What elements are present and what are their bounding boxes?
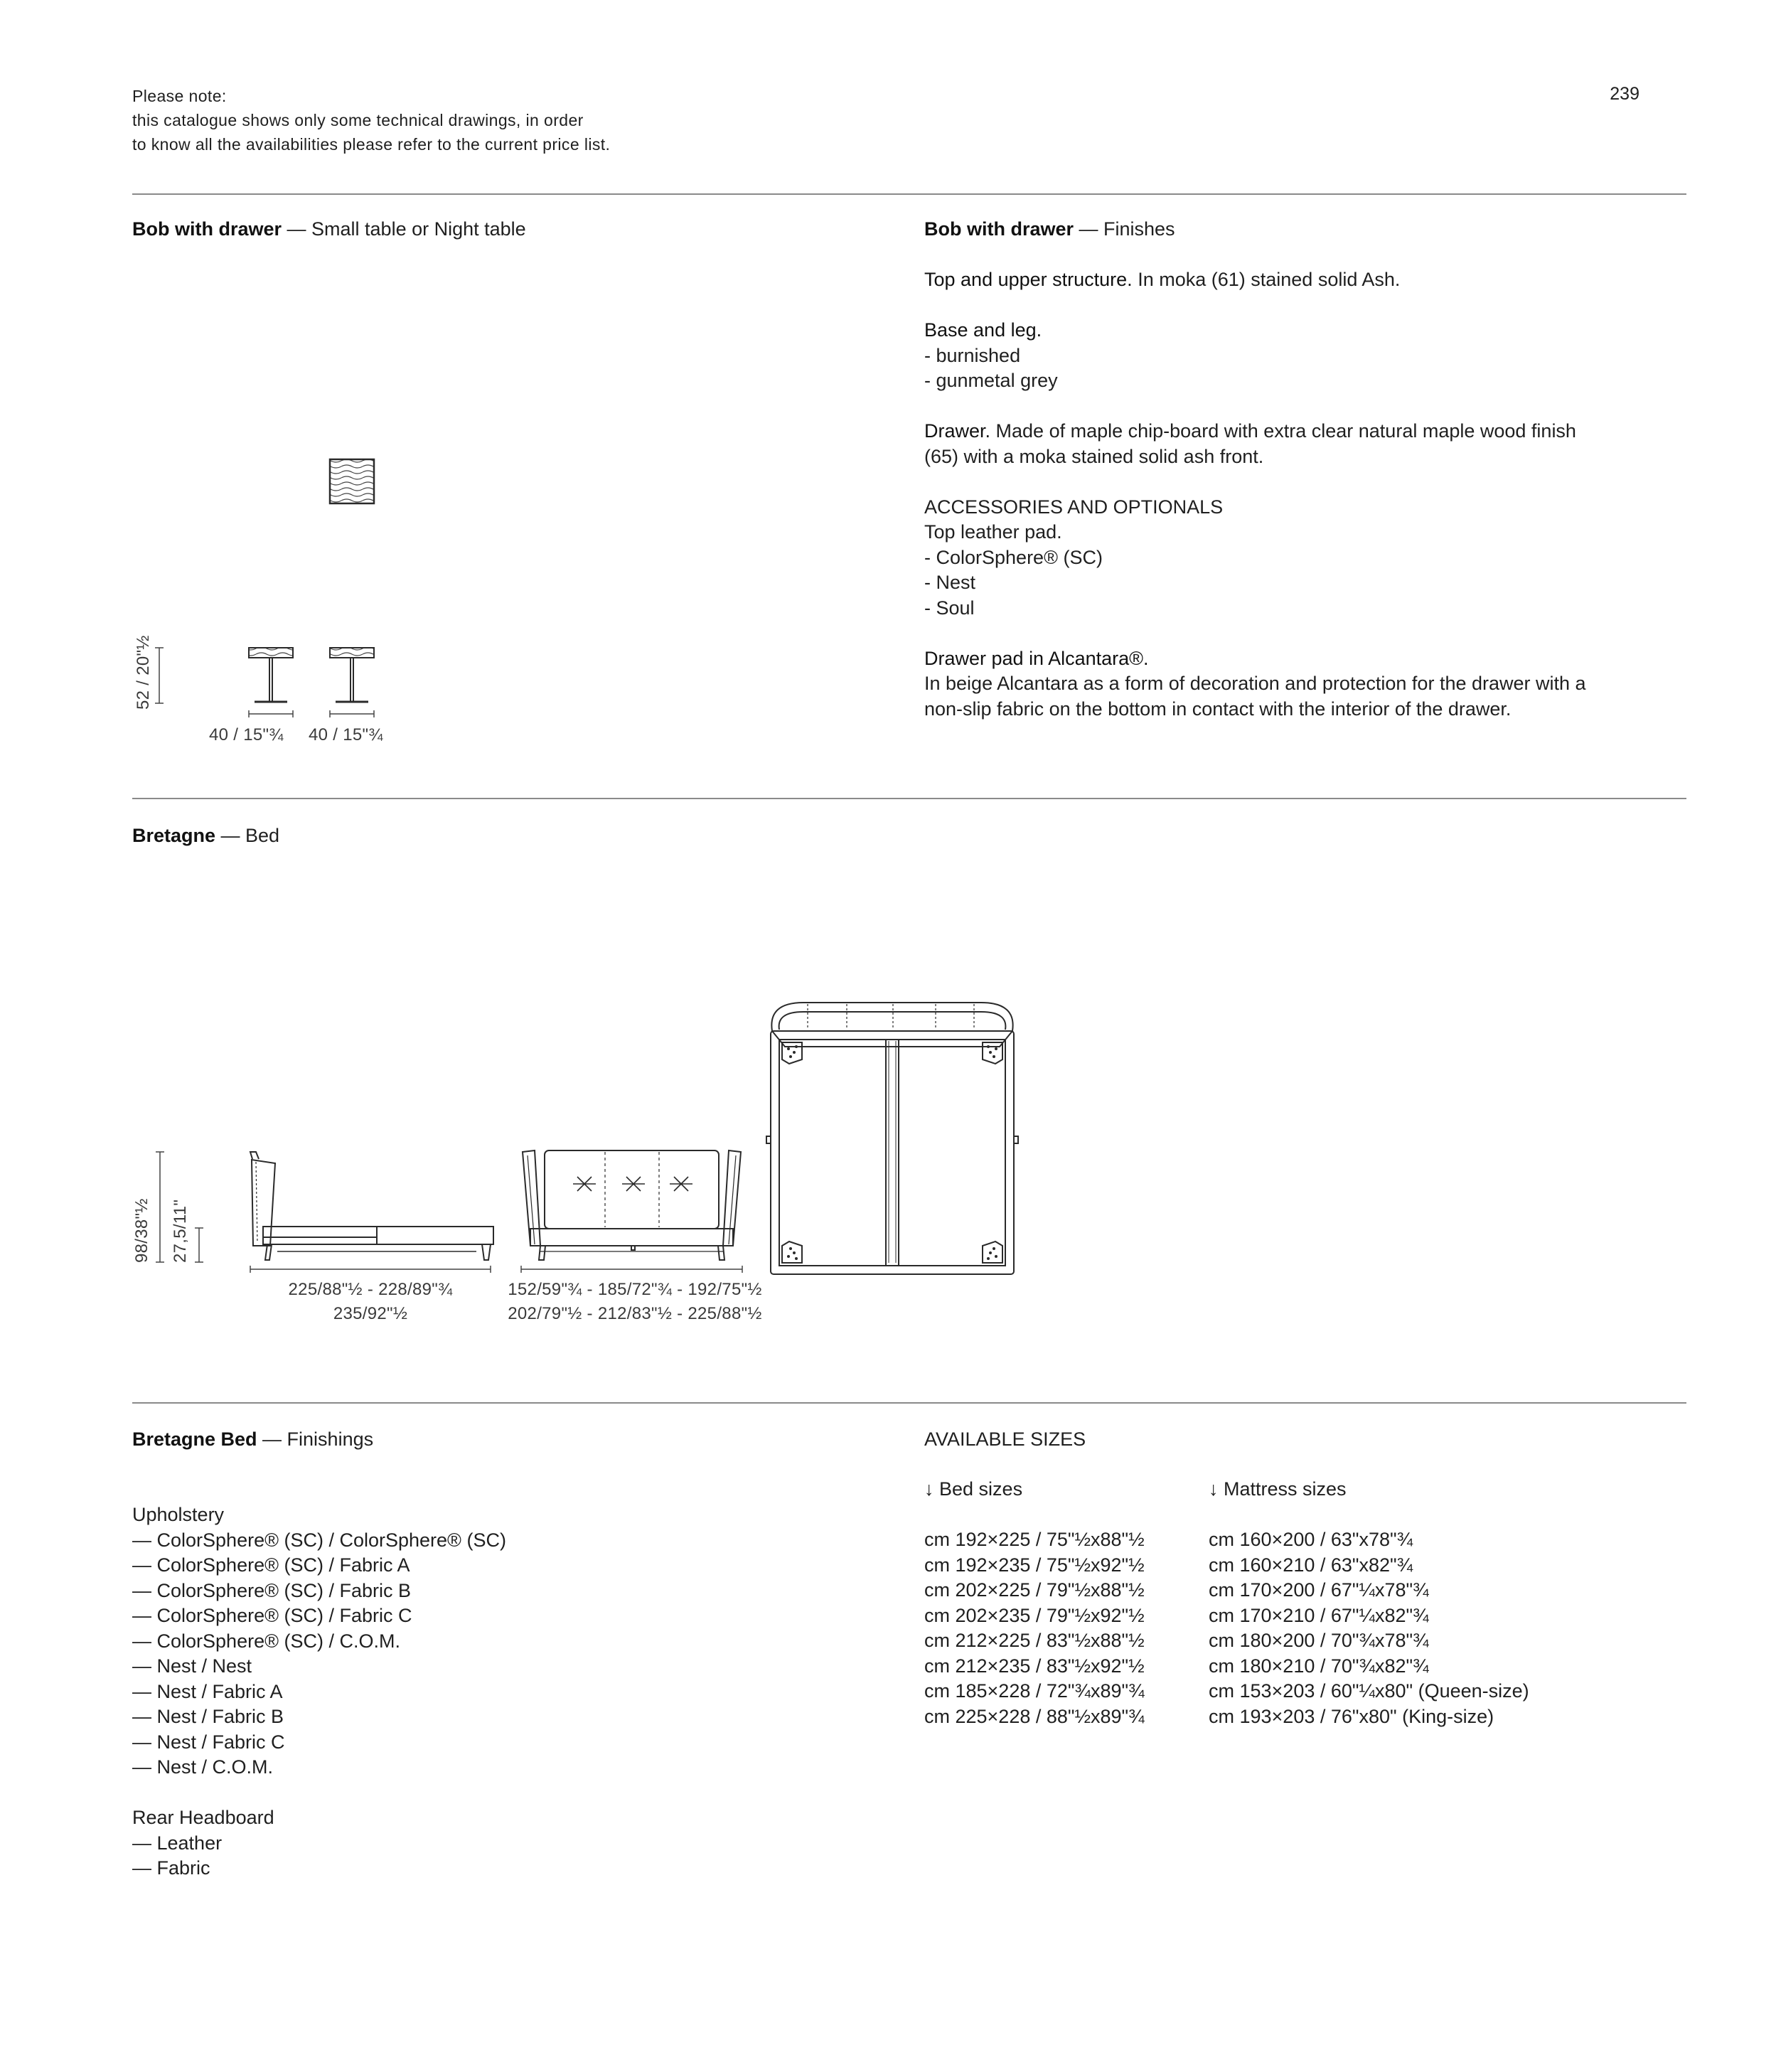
note-line: Please note: <box>132 87 227 105</box>
mattress-sizes-label: Mattress sizes <box>1224 1478 1347 1500</box>
finishes-base <box>924 318 1692 394</box>
section-title-bob <box>132 216 526 242</box>
dim-bed-length <box>250 1278 491 1326</box>
list-item: cm 160×200 / 63"x78"¾ <box>1209 1529 1413 1550</box>
list-item: - Nest <box>924 572 976 593</box>
column-header <box>1209 1477 1529 1502</box>
divider <box>132 1402 1686 1404</box>
finishes-accessories <box>924 495 1692 621</box>
bob-side-view-2 <box>330 648 374 702</box>
bob-top-view <box>330 459 374 503</box>
bed-front-view <box>523 1150 741 1260</box>
list-item: cm 170×200 / 67"¼x78"¾ <box>1209 1579 1429 1601</box>
bob-side-view-1 <box>249 648 293 702</box>
title-bold: Bob with drawer <box>132 218 282 240</box>
list-item: — ColorSphere® (SC) / ColorSphere® (SC) <box>132 1529 506 1551</box>
bed-sizes-column <box>924 1477 1145 1729</box>
arrow-down-icon: ↓ <box>1209 1478 1219 1500</box>
heading: Upholstery <box>132 1504 225 1525</box>
title-bold: Bob with drawer <box>924 218 1074 240</box>
note-line: this catalogue shows only some technical drawings, in order <box>132 111 584 129</box>
heading: Drawer pad in Alcantara®. <box>924 647 1149 669</box>
text: (65) with a moka stained solid ash front. <box>924 445 1264 467</box>
dim-bob-width-1: 40 / 15"¾ <box>209 725 284 744</box>
lead: Top and upper structure. <box>924 269 1133 290</box>
list-item: cm 212×225 / 83"½x88"½ <box>924 1630 1145 1651</box>
finishes-drawer-pad <box>924 646 1692 722</box>
bed-length-dimension <box>250 1266 491 1273</box>
heading: ACCESSORIES AND OPTIONALS <box>924 496 1224 518</box>
list-item: cm 193×203 / 76"x80" (King-size) <box>1209 1705 1494 1727</box>
dim-line: 202/79"½ - 212/83"½ - 225/88"½ <box>508 1304 762 1323</box>
list-item: - ColorSphere® (SC) <box>924 546 1103 568</box>
dim-line: 152/59"¾ - 185/72"¾ - 192/75"½ <box>508 1280 762 1299</box>
list-item: cm 180×210 / 70"¾x82"¾ <box>1209 1655 1429 1677</box>
list-item: — Nest / Fabric C <box>132 1731 285 1753</box>
bretagne-bed-drawings <box>128 1010 1010 1294</box>
section-title-finishings <box>132 1426 373 1452</box>
list-item: — Nest / Fabric A <box>132 1680 283 1702</box>
title-rest: — Finishes <box>1074 218 1175 240</box>
page-number: 239 <box>1610 84 1639 104</box>
list-item: — Nest / Fabric B <box>132 1706 284 1727</box>
heading: Rear Headboard <box>132 1807 274 1828</box>
list-item: cm 225×228 / 88"½x89"¾ <box>924 1705 1145 1727</box>
divider <box>132 193 1686 195</box>
text: In moka (61) stained solid Ash. <box>1132 269 1401 290</box>
catalogue-note <box>132 84 610 156</box>
dim-line: 235/92"½ <box>333 1304 408 1323</box>
dim-bob-width-2: 40 / 15"¾ <box>309 725 383 744</box>
list-item: — Leather <box>132 1832 223 1854</box>
bed-width-dimension <box>521 1266 742 1273</box>
dim-bob-height: 52 / 20"½ <box>134 635 153 710</box>
list-item: cm 192×225 / 75"½x88"½ <box>924 1529 1145 1550</box>
list-item: cm 160×210 / 63"x82"¾ <box>1209 1554 1413 1576</box>
list-item: — Nest / C.O.M. <box>132 1756 274 1778</box>
list-item: cm 185×228 / 72"¾x89"¾ <box>924 1680 1145 1702</box>
note-line: to know all the availabilities please refer to the current price list. <box>132 135 611 154</box>
lead: Base and leg. <box>924 319 1042 341</box>
text: Made of maple chip-board with extra clear natural maple wood finish <box>990 420 1576 442</box>
title-bold: Bretagne <box>132 825 216 846</box>
bob-table-drawings <box>128 441 555 739</box>
text: non-slip fabric on the bottom in contact with the interior of the drawer. <box>924 698 1512 720</box>
column-header <box>924 1477 1145 1502</box>
bob-height-dimension <box>155 648 164 703</box>
section-title-bretagne <box>132 823 279 848</box>
title-rest: — Finishings <box>257 1428 374 1450</box>
dim-bed-height-total: 98/38"½ <box>132 1198 151 1263</box>
dim-bed-width <box>478 1278 791 1326</box>
finishes-top <box>924 267 1692 293</box>
list-item: cm 153×203 / 60"¼x80" (Queen-size) <box>1209 1680 1529 1702</box>
bed-top-view <box>766 1003 1018 1274</box>
text: In beige Alcantara as a form of decoration and protection for the drawer with a <box>924 673 1586 694</box>
arrow-down-icon: ↓ <box>924 1478 934 1500</box>
bed-side-view <box>250 1152 493 1260</box>
upholstery-list <box>132 1502 506 1881</box>
list-item: cm 170×210 / 67"¼x82"¾ <box>1209 1604 1429 1626</box>
list-item: cm 202×235 / 79"½x92"½ <box>924 1604 1145 1626</box>
list-item: - burnished <box>924 344 1021 366</box>
mattress-sizes-column <box>1209 1477 1529 1729</box>
list-item: — ColorSphere® (SC) / Fabric A <box>132 1554 410 1576</box>
list-item: — Fabric <box>132 1857 210 1879</box>
finishes-text <box>924 267 1692 722</box>
bed-sizes-label: Bed sizes <box>939 1478 1023 1500</box>
list-item: - gunmetal grey <box>924 370 1058 391</box>
list-item: — ColorSphere® (SC) / C.O.M. <box>132 1630 400 1652</box>
list-item: — ColorSphere® (SC) / Fabric B <box>132 1579 412 1601</box>
list-item: cm 192×235 / 75"½x92"½ <box>924 1554 1145 1576</box>
dim-bed-height-seat: 27,5/11" <box>171 1199 190 1263</box>
title-bold: Bretagne Bed <box>132 1428 257 1450</box>
list-item: cm 212×235 / 83"½x92"½ <box>924 1655 1145 1677</box>
divider <box>132 798 1686 799</box>
bob-width-dimensions <box>249 710 374 717</box>
available-sizes-title: AVAILABLE SIZES <box>924 1428 1086 1450</box>
title-rest: — Small table or Night table <box>282 218 526 240</box>
list-item: — ColorSphere® (SC) / Fabric C <box>132 1605 412 1626</box>
lead: Drawer. <box>924 420 991 442</box>
list-item: cm 180×200 / 70"¾x78"¾ <box>1209 1630 1429 1651</box>
list-item: — Nest / Nest <box>132 1655 252 1677</box>
title-rest: — Bed <box>215 825 280 846</box>
dim-line: 225/88"½ - 228/89"¾ <box>288 1280 453 1299</box>
subheading: Top leather pad. <box>924 521 1062 543</box>
list-item: cm 202×225 / 79"½x88"½ <box>924 1579 1145 1601</box>
finishes-drawer <box>924 419 1692 469</box>
list-item: - Soul <box>924 597 975 619</box>
section-title-finishes <box>924 216 1175 242</box>
